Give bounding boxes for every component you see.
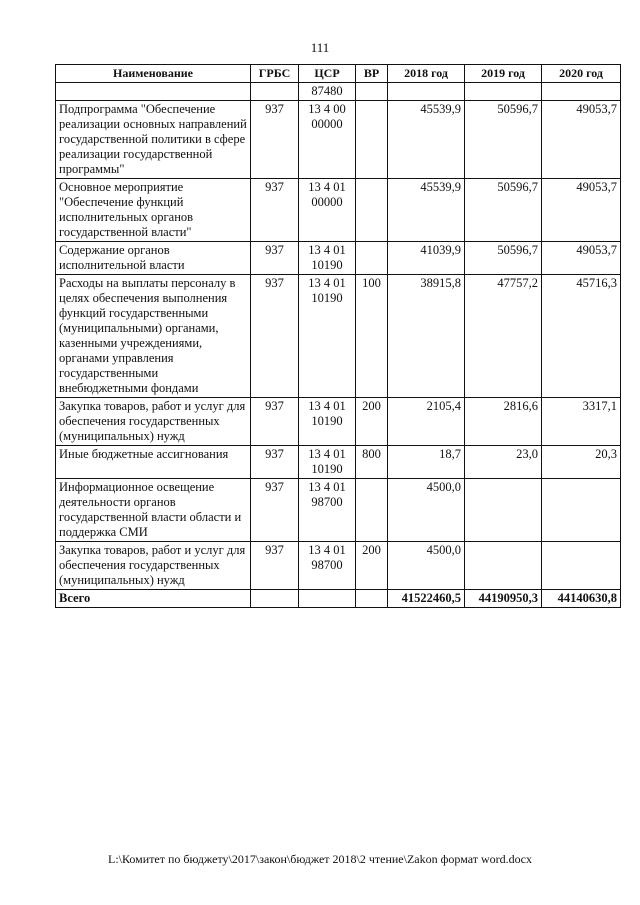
cell-2018: 38915,8 [388, 275, 465, 398]
cell-2020: 49053,7 [542, 101, 621, 179]
footer-file-path: L:\Комитет по бюджету\2017\закон\бюджет 2018\2 чтение\Zakon формат word.docx [108, 852, 532, 866]
cell-2020: 3317,1 [542, 398, 621, 446]
cell-vr: 200 [356, 398, 388, 446]
cell-2018: 45539,9 [388, 179, 465, 242]
cell-csr: 13 4 01 00000 [299, 179, 356, 242]
total-2018: 41522460,5 [388, 590, 465, 608]
header-grbs: ГРБС [251, 65, 299, 83]
cell-grbs: 937 [251, 542, 299, 590]
cell-2019: 50596,7 [465, 179, 542, 242]
cell-2018 [388, 83, 465, 101]
cell-2018: 4500,0 [388, 542, 465, 590]
cell-name: Информационное освещение деятельности органов государственной власти области и поддержка СМИ [56, 479, 251, 542]
cell-2020: 49053,7 [542, 179, 621, 242]
cell-grbs [251, 83, 299, 101]
cell-2019: 47757,2 [465, 275, 542, 398]
header-2019: 2019 год [465, 65, 542, 83]
table-row [56, 275, 621, 398]
total-row [56, 590, 621, 608]
cell-csr: 13 4 00 00000 [299, 101, 356, 179]
table-row [56, 83, 621, 101]
cell-grbs: 937 [251, 275, 299, 398]
cell-2020: 20,3 [542, 446, 621, 479]
cell-2020 [542, 83, 621, 101]
cell-name: Закупка товаров, работ и услуг для обеспечения государственных (муниципальных) нужд [56, 398, 251, 446]
cell-2020: 45716,3 [542, 275, 621, 398]
header-vr: ВР [356, 65, 388, 83]
cell-2019 [465, 542, 542, 590]
cell-vr [356, 242, 388, 275]
cell-vr: 200 [356, 542, 388, 590]
cell-name [56, 83, 251, 101]
cell-vr: 100 [356, 275, 388, 398]
page-number: 111 [310, 40, 330, 55]
cell-2018: 2105,4 [388, 398, 465, 446]
cell-grbs: 937 [251, 398, 299, 446]
cell-name: Подпрограмма "Обеспечение реализации основных направлений государственной политики в сфере реализации государственной программы" [56, 101, 251, 179]
total-csr-empty [299, 590, 356, 608]
total-2020: 44140630,8 [542, 590, 621, 608]
cell-2019 [465, 83, 542, 101]
cell-csr: 13 4 01 10190 [299, 242, 356, 275]
total-label: Всего [56, 590, 251, 608]
cell-2018: 45539,9 [388, 101, 465, 179]
cell-vr [356, 83, 388, 101]
cell-name: Закупка товаров, работ и услуг для обеспечения государственных (муниципальных) нужд [56, 542, 251, 590]
total-grbs-empty [251, 590, 299, 608]
header-csr: ЦСР [299, 65, 356, 83]
cell-grbs: 937 [251, 242, 299, 275]
cell-2018: 18,7 [388, 446, 465, 479]
cell-csr: 13 4 01 10190 [299, 398, 356, 446]
cell-csr: 13 4 01 98700 [299, 542, 356, 590]
header-2018: 2018 год [388, 65, 465, 83]
cell-vr [356, 479, 388, 542]
budget-table [55, 64, 621, 608]
cell-name: Расходы на выплаты персоналу в целях обеспечения выполнения функций государственными (муниципальными) органами, казенными учреждениями, органами управления государственными внебюджетными фондами [56, 275, 251, 398]
table-header-row [56, 65, 621, 83]
table-row [56, 398, 621, 446]
cell-grbs: 937 [251, 446, 299, 479]
cell-vr [356, 101, 388, 179]
cell-csr: 13 4 01 10190 [299, 446, 356, 479]
cell-name: Основное мероприятие "Обеспечение функций исполнительных органов государственной власти" [56, 179, 251, 242]
cell-grbs: 937 [251, 179, 299, 242]
cell-2019: 50596,7 [465, 242, 542, 275]
cell-grbs: 937 [251, 479, 299, 542]
cell-2020: 49053,7 [542, 242, 621, 275]
cell-name: Иные бюджетные ассигнования [56, 446, 251, 479]
table-row [56, 179, 621, 242]
cell-csr: 13 4 01 98700 [299, 479, 356, 542]
cell-2020 [542, 542, 621, 590]
table-row [56, 242, 621, 275]
cell-name: Содержание органов исполнительной власти [56, 242, 251, 275]
table-row [56, 101, 621, 179]
cell-vr [356, 179, 388, 242]
header-2020: 2020 год [542, 65, 621, 83]
table-row [56, 446, 621, 479]
total-vr-empty [356, 590, 388, 608]
header-name: Наименование [56, 65, 251, 83]
cell-2018: 4500,0 [388, 479, 465, 542]
cell-grbs: 937 [251, 101, 299, 179]
cell-2019: 50596,7 [465, 101, 542, 179]
table-row [56, 542, 621, 590]
total-2019: 44190950,3 [465, 590, 542, 608]
cell-2020 [542, 479, 621, 542]
cell-vr: 800 [356, 446, 388, 479]
cell-2019: 2816,6 [465, 398, 542, 446]
cell-2019: 23,0 [465, 446, 542, 479]
cell-2019 [465, 479, 542, 542]
cell-csr: 87480 [299, 83, 356, 101]
table-row [56, 479, 621, 542]
cell-csr: 13 4 01 10190 [299, 275, 356, 398]
cell-2018: 41039,9 [388, 242, 465, 275]
